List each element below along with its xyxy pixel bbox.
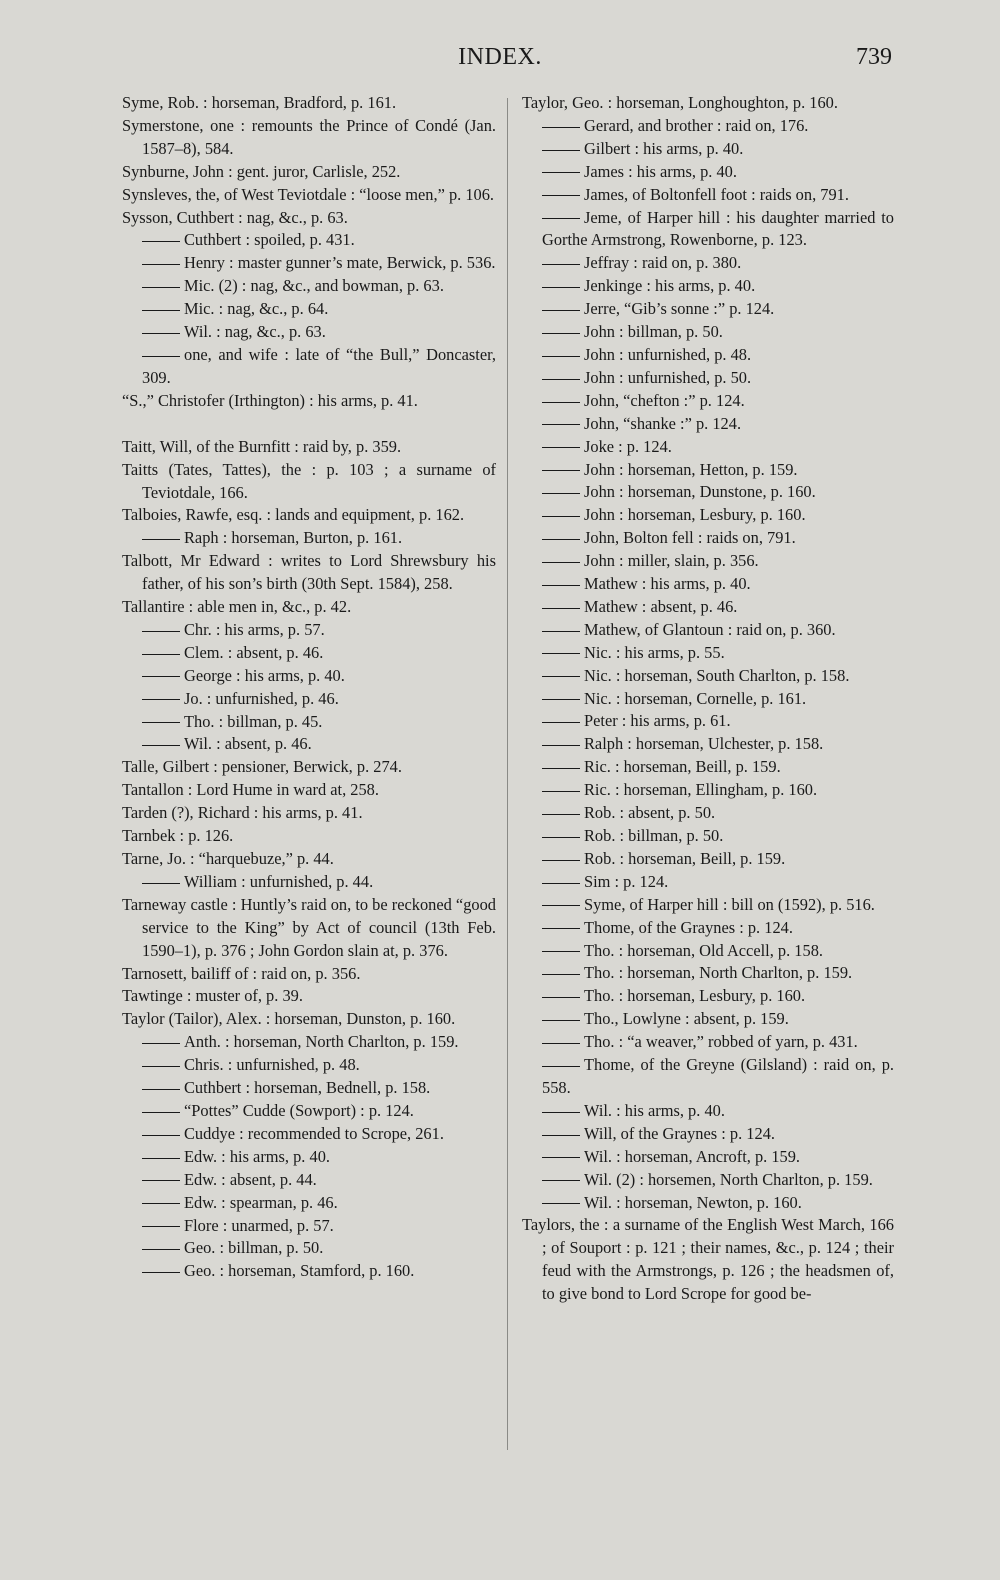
index-entry bbox=[122, 504, 496, 527]
index-column-right bbox=[522, 92, 894, 1306]
repeat-dash bbox=[542, 997, 580, 998]
repeat-dash bbox=[142, 1226, 180, 1227]
repeat-dash bbox=[142, 1272, 180, 1273]
index-subentry bbox=[122, 688, 496, 711]
entry-text: Syme, Rob. : horseman, Bradford, p. 161. bbox=[122, 93, 397, 112]
repeat-dash bbox=[142, 1112, 180, 1113]
entry-text: Cuddye : recommended to Scrope, 261. bbox=[184, 1123, 444, 1143]
entry-text: John : billman, p. 50. bbox=[584, 322, 723, 342]
entry-text: Anth. : horseman, North Charlton, p. 159. bbox=[184, 1032, 459, 1052]
repeat-dash bbox=[542, 1135, 580, 1136]
entry-text: John : horseman, Lesbury, p. 160. bbox=[584, 505, 806, 525]
entry-text: Nic. : horseman, Cornelle, p. 161. bbox=[584, 688, 807, 708]
entry-text: Jenkinge : his arms, p. 40. bbox=[584, 276, 756, 296]
entry-text: Jo. : unfurnished, p. 46. bbox=[184, 688, 339, 708]
index-subentry bbox=[522, 1169, 894, 1192]
index-subentry bbox=[522, 390, 894, 413]
entry-text: John : unfurnished, p. 48. bbox=[584, 344, 752, 364]
index-subentry bbox=[522, 596, 894, 619]
index-subentry bbox=[522, 1123, 894, 1146]
index-subentry bbox=[522, 321, 894, 344]
index-subentry bbox=[522, 802, 894, 825]
entry-text: Syme, of Harper hill : bill on (1592), p. 516. bbox=[584, 894, 875, 914]
entry-text: John, “shanke :” p. 124. bbox=[584, 413, 742, 433]
entry-text: Cuthbert : spoiled, p. 431. bbox=[184, 230, 355, 250]
index-column-left bbox=[122, 92, 496, 1283]
entry-text: Geo. : billman, p. 50. bbox=[184, 1238, 324, 1258]
entry-text: Nic. : his arms, p. 55. bbox=[584, 642, 725, 662]
entry-text: James, of Boltonfell foot : raids on, 791. bbox=[584, 184, 849, 204]
entry-text: John : horseman, Hetton, p. 159. bbox=[584, 459, 798, 479]
repeat-dash bbox=[542, 631, 580, 632]
index-subentry bbox=[122, 642, 496, 665]
entry-text: John : horseman, Dunstone, p. 160. bbox=[584, 482, 816, 502]
index-subentry bbox=[522, 894, 894, 917]
index-subentry bbox=[522, 459, 894, 482]
entry-text: Mathew : his arms, p. 40. bbox=[584, 574, 751, 594]
entry-text: Tarneway castle : Huntly’s raid on, to be reckoned “good service to the King” by Act of council (13th Feb. 1590–1), p. 376 ; John Gordon slain at, p. 376. bbox=[122, 894, 496, 960]
entry-text: Rob. : absent, p. 50. bbox=[584, 803, 716, 823]
repeat-dash bbox=[142, 631, 180, 632]
repeat-dash bbox=[542, 814, 580, 815]
repeat-dash bbox=[142, 264, 180, 265]
index-subentry bbox=[522, 413, 894, 436]
index-subentry bbox=[122, 321, 496, 344]
index-subentry bbox=[122, 1100, 496, 1123]
repeat-dash bbox=[542, 905, 580, 906]
entry-text: Sim : p. 124. bbox=[584, 871, 669, 891]
entry-text: “S.,” Christofer (Irthington) : his arms, p. 41. bbox=[122, 390, 418, 410]
index-subentry bbox=[122, 733, 496, 756]
index-subentry bbox=[522, 665, 894, 688]
entry-text: Tallantire : able men in, &c., p. 42. bbox=[122, 597, 352, 617]
index-subentry bbox=[522, 985, 894, 1008]
entry-text: Chr. : his arms, p. 57. bbox=[184, 619, 325, 639]
index-subentry bbox=[522, 275, 894, 298]
index-entry bbox=[122, 848, 496, 871]
index-subentry bbox=[522, 688, 894, 711]
repeat-dash bbox=[542, 860, 580, 861]
repeat-dash bbox=[142, 1043, 180, 1044]
entry-text: Wil. : absent, p. 46. bbox=[184, 734, 312, 754]
entry-text: Ric. : horseman, Beill, p. 159. bbox=[584, 757, 781, 777]
index-subentry bbox=[122, 1237, 496, 1260]
index-subentry bbox=[522, 138, 894, 161]
entry-text: Clem. : absent, p. 46. bbox=[184, 642, 324, 662]
index-entry bbox=[122, 756, 496, 779]
index-subentry bbox=[522, 481, 894, 504]
index-subentry bbox=[122, 1146, 496, 1169]
entry-text: Cuthbert : horseman, Bednell, p. 158. bbox=[184, 1078, 431, 1098]
entry-text: Ralph : horseman, Ulchester, p. 158. bbox=[584, 734, 824, 754]
index-entry bbox=[122, 550, 496, 596]
repeat-dash bbox=[542, 195, 580, 196]
index-subentry bbox=[122, 527, 496, 550]
index-entry bbox=[122, 825, 496, 848]
entry-text: Talboies, Rawfe, esq. : lands and equipment, p. 162. bbox=[122, 505, 465, 525]
index-entry bbox=[122, 390, 496, 413]
index-entry bbox=[122, 436, 496, 459]
entry-text: Taylor, Geo. : horseman, Longhoughton, p. 160. bbox=[522, 93, 838, 112]
index-subentry bbox=[122, 1192, 496, 1215]
index-subentry bbox=[522, 550, 894, 573]
entry-text: John : unfurnished, p. 50. bbox=[584, 367, 752, 387]
repeat-dash bbox=[542, 1157, 580, 1158]
entry-text: one, and wife : late of “the Bull,” Doncaster, 309. bbox=[142, 344, 496, 387]
index-subentry bbox=[522, 1192, 894, 1215]
index-entry bbox=[122, 184, 496, 207]
entry-text: Tarnosett, bailiff of : raid on, p. 356. bbox=[122, 963, 361, 983]
repeat-dash bbox=[542, 493, 580, 494]
entry-text: Gilbert : his arms, p. 40. bbox=[584, 138, 744, 158]
repeat-dash bbox=[542, 1020, 580, 1021]
entry-text: Ric. : horseman, Ellingham, p. 160. bbox=[584, 780, 818, 800]
entry-text: Raph : horseman, Burton, p. 161. bbox=[184, 528, 403, 548]
repeat-dash bbox=[542, 653, 580, 654]
entry-text: Synburne, John : gent. juror, Carlisle, 252. bbox=[122, 161, 401, 181]
entry-text: Tarden (?), Richard : his arms, p. 41. bbox=[122, 803, 363, 823]
index-entry bbox=[122, 596, 496, 619]
entry-text: Jerre, “Gib’s sonne :” p. 124. bbox=[584, 299, 775, 319]
repeat-dash bbox=[542, 608, 580, 609]
repeat-dash bbox=[542, 287, 580, 288]
repeat-dash bbox=[542, 837, 580, 838]
entry-text: Will, of the Graynes : p. 124. bbox=[584, 1123, 775, 1143]
entry-text: Taitts (Tates, Tattes), the : p. 103 ; a surname of Teviotdale, 166. bbox=[122, 459, 496, 502]
entry-text: Wil. : his arms, p. 40. bbox=[584, 1100, 725, 1120]
repeat-dash bbox=[542, 172, 580, 173]
index-entry bbox=[122, 115, 496, 161]
index-subentry bbox=[522, 161, 894, 184]
index-subentry bbox=[122, 1054, 496, 1077]
entry-text: Peter : his arms, p. 61. bbox=[584, 711, 731, 731]
entry-text: Edw. : spearman, p. 46. bbox=[184, 1192, 338, 1212]
repeat-dash bbox=[142, 883, 180, 884]
entry-text: Wil. (2) : horsemen, North Charlton, p. 159. bbox=[584, 1169, 873, 1189]
entry-text: Tawtinge : muster of, p. 39. bbox=[122, 986, 303, 1006]
repeat-dash bbox=[142, 699, 180, 700]
repeat-dash bbox=[542, 310, 580, 311]
index-subentry bbox=[522, 962, 894, 985]
repeat-dash bbox=[142, 1158, 180, 1159]
entry-text: John : miller, slain, p. 356. bbox=[584, 551, 759, 571]
repeat-dash bbox=[542, 539, 580, 540]
repeat-dash bbox=[142, 241, 180, 242]
entry-text: Tarne, Jo. : “harquebuze,” p. 44. bbox=[122, 849, 334, 868]
index-entry bbox=[122, 802, 496, 825]
entry-text: Tho., Lowlyne : absent, p. 159. bbox=[584, 1009, 789, 1029]
repeat-dash bbox=[542, 424, 580, 425]
index-subentry bbox=[522, 367, 894, 390]
repeat-dash bbox=[142, 1135, 180, 1136]
repeat-dash bbox=[542, 699, 580, 700]
column-divider bbox=[507, 98, 508, 1450]
repeat-dash bbox=[542, 745, 580, 746]
entry-text: Taitt, Will, of the Burnfitt : raid by, p. 359. bbox=[122, 436, 402, 456]
repeat-dash bbox=[542, 127, 580, 128]
repeat-dash bbox=[542, 1043, 580, 1044]
index-subentry bbox=[522, 642, 894, 665]
entry-text: Mathew, of Glantoun : raid on, p. 360. bbox=[584, 619, 836, 639]
repeat-dash bbox=[542, 951, 580, 952]
entry-text: John, “chefton :” p. 124. bbox=[584, 390, 745, 410]
repeat-dash bbox=[142, 1180, 180, 1181]
index-subentry bbox=[522, 184, 894, 207]
index-subentry bbox=[122, 1031, 496, 1054]
entry-text: Wil. : horseman, Ancroft, p. 159. bbox=[584, 1146, 801, 1166]
entry-text: Tho. : horseman, Lesbury, p. 160. bbox=[584, 986, 806, 1006]
entry-text: Geo. : horseman, Stamford, p. 160. bbox=[184, 1261, 415, 1281]
repeat-dash bbox=[542, 676, 580, 677]
repeat-dash bbox=[142, 539, 180, 540]
repeat-dash bbox=[142, 745, 180, 746]
entry-text: Tarnbek : p. 126. bbox=[122, 826, 234, 846]
repeat-dash bbox=[542, 516, 580, 517]
entry-text: Talbott, Mr Edward : writes to Lord Shrewsbury his father, of his son’s birth (30th Sept. 1584), 258. bbox=[122, 551, 496, 594]
index-subentry bbox=[122, 1123, 496, 1146]
section-gap bbox=[122, 413, 496, 436]
index-subentry bbox=[122, 298, 496, 321]
entry-text: Thome, of the Greyne (Gilsland) : raid on, p. 558. bbox=[542, 1055, 894, 1097]
index-subentry bbox=[122, 1215, 496, 1238]
repeat-dash bbox=[142, 1203, 180, 1204]
repeat-dash bbox=[142, 287, 180, 288]
index-entry bbox=[122, 779, 496, 802]
repeat-dash bbox=[542, 1066, 580, 1067]
index-entry bbox=[122, 92, 496, 115]
repeat-dash bbox=[142, 1249, 180, 1250]
entry-text: Tho. : horseman, North Charlton, p. 159. bbox=[584, 963, 853, 983]
repeat-dash bbox=[542, 974, 580, 975]
index-subentry bbox=[522, 1146, 894, 1169]
index-subentry bbox=[122, 1169, 496, 1192]
index-subentry bbox=[522, 940, 894, 963]
repeat-dash bbox=[542, 218, 580, 219]
entry-text: Mic. : nag, &c., p. 64. bbox=[184, 299, 329, 319]
repeat-dash bbox=[542, 470, 580, 471]
index-subentry bbox=[522, 573, 894, 596]
page-title: INDEX. bbox=[458, 44, 542, 70]
entry-text: Sysson, Cuthbert : nag, &c., p. 63. bbox=[122, 207, 348, 227]
index-subentry bbox=[522, 252, 894, 275]
repeat-dash bbox=[142, 333, 180, 334]
repeat-dash bbox=[542, 333, 580, 334]
entry-text: Edw. : his arms, p. 40. bbox=[184, 1146, 330, 1166]
index-subentry bbox=[522, 115, 894, 138]
repeat-dash bbox=[542, 928, 580, 929]
index-entry bbox=[122, 894, 496, 963]
index-subentry bbox=[522, 207, 894, 253]
entry-text: Flore : unarmed, p. 57. bbox=[184, 1215, 334, 1235]
index-subentry bbox=[522, 779, 894, 802]
entry-text: John, Bolton fell : raids on, 791. bbox=[584, 528, 796, 548]
entry-text: Taylor (Tailor), Alex. : horseman, Dunston, p. 160. bbox=[122, 1009, 456, 1029]
repeat-dash bbox=[542, 722, 580, 723]
index-subentry bbox=[522, 917, 894, 940]
index-subentry bbox=[522, 1054, 894, 1100]
index-subentry bbox=[522, 756, 894, 779]
entry-text: George : his arms, p. 40. bbox=[184, 665, 345, 685]
index-entry bbox=[122, 1008, 496, 1031]
entry-text: Chris. : unfurnished, p. 48. bbox=[184, 1055, 360, 1075]
entry-text: Tantallon : Lord Hume in ward at, 258. bbox=[122, 780, 379, 800]
repeat-dash bbox=[142, 1089, 180, 1090]
page-number: 739 bbox=[856, 44, 892, 70]
index-subentry bbox=[522, 848, 894, 871]
repeat-dash bbox=[542, 883, 580, 884]
repeat-dash bbox=[542, 1203, 580, 1204]
entry-text: Mic. (2) : nag, &c., and bowman, p. 63. bbox=[184, 276, 444, 296]
repeat-dash bbox=[542, 562, 580, 563]
index-subentry bbox=[122, 344, 496, 390]
index-subentry bbox=[522, 1008, 894, 1031]
entry-text: Nic. : horseman, South Charlton, p. 158. bbox=[584, 665, 850, 685]
entry-text: Mathew : absent, p. 46. bbox=[584, 596, 738, 616]
entry-text: Jeme, of Harper hill : his daughter married to Gorthe Armstrong, Rowenborne, p. 123. bbox=[542, 207, 894, 250]
index-subentry bbox=[122, 665, 496, 688]
entry-text: Rob. : horseman, Beill, p. 159. bbox=[584, 848, 786, 868]
index-subentry bbox=[122, 229, 496, 252]
index-entry bbox=[122, 963, 496, 986]
repeat-dash bbox=[542, 768, 580, 769]
index-entry bbox=[122, 459, 496, 505]
entry-text: Wil. : nag, &c., p. 63. bbox=[184, 322, 326, 342]
index-subentry bbox=[522, 710, 894, 733]
index-entry bbox=[122, 985, 496, 1008]
index-subentry bbox=[522, 527, 894, 550]
repeat-dash bbox=[142, 310, 180, 311]
index-subentry bbox=[522, 436, 894, 459]
index-subentry bbox=[122, 619, 496, 642]
index-entry bbox=[122, 207, 496, 230]
repeat-dash bbox=[542, 402, 580, 403]
entry-text: Rob. : billman, p. 50. bbox=[584, 826, 724, 845]
index-entry bbox=[122, 161, 496, 184]
repeat-dash bbox=[542, 447, 580, 448]
entry-text: Gerard, and brother : raid on, 176. bbox=[584, 115, 809, 135]
index-subentry bbox=[122, 252, 496, 275]
index-subentry bbox=[522, 344, 894, 367]
index-entry bbox=[522, 1214, 894, 1306]
entry-text: Synsleves, the, of West Teviotdale : “loose men,” p. 106. bbox=[122, 184, 495, 204]
repeat-dash bbox=[142, 1066, 180, 1067]
index-subentry bbox=[522, 1031, 894, 1054]
page-header bbox=[0, 44, 1000, 80]
index-subentry bbox=[522, 871, 894, 894]
repeat-dash bbox=[542, 356, 580, 357]
repeat-dash bbox=[542, 791, 580, 792]
repeat-dash bbox=[542, 264, 580, 265]
index-subentry bbox=[522, 825, 894, 848]
entry-text: “Pottes” Cudde (Sowport) : p. 124. bbox=[184, 1100, 414, 1120]
entry-text: Henry : master gunner’s mate, Berwick, p. 536. bbox=[184, 253, 496, 273]
repeat-dash bbox=[142, 722, 180, 723]
entry-text: Tho. : “a weaver,” robbed of yarn, p. 431. bbox=[584, 1032, 858, 1052]
index-subentry bbox=[122, 711, 496, 734]
entry-text: Jeffray : raid on, p. 380. bbox=[584, 253, 742, 273]
index-subentry bbox=[122, 1260, 496, 1283]
entry-text: Wil. : horseman, Newton, p. 160. bbox=[584, 1192, 802, 1212]
index-subentry bbox=[122, 1077, 496, 1100]
index-subentry bbox=[522, 298, 894, 321]
repeat-dash bbox=[142, 356, 180, 357]
repeat-dash bbox=[142, 654, 180, 655]
repeat-dash bbox=[542, 150, 580, 151]
entry-text: Tho. : billman, p. 45. bbox=[184, 711, 323, 731]
index-subentry bbox=[522, 504, 894, 527]
repeat-dash bbox=[542, 379, 580, 380]
entry-text: Taylors, the : a surname of the English West March, 166 ; of Souport : p. 121 ; their names, &c., p. 124 ; their feud with the Armstrongs, p. 126 ; the headsmen of, to give bond to Lord Scrope for good be- bbox=[522, 1215, 894, 1304]
index-subentry bbox=[122, 871, 496, 894]
entry-text: Symerstone, one : remounts the Prince of Condé (Jan. 1587–8), 584. bbox=[122, 115, 496, 158]
index-entry bbox=[522, 92, 894, 115]
entry-text: Joke : p. 124. bbox=[584, 436, 672, 456]
index-subentry bbox=[522, 1100, 894, 1123]
repeat-dash bbox=[142, 676, 180, 677]
repeat-dash bbox=[542, 1112, 580, 1113]
entry-text: Thome, of the Graynes : p. 124. bbox=[584, 917, 793, 937]
entry-text: Edw. : absent, p. 44. bbox=[184, 1169, 317, 1189]
index-subentry bbox=[522, 733, 894, 756]
entry-text: William : unfurnished, p. 44. bbox=[184, 871, 374, 891]
repeat-dash bbox=[542, 1180, 580, 1181]
entry-text: James : his arms, p. 40. bbox=[584, 161, 737, 181]
repeat-dash bbox=[542, 585, 580, 586]
index-subentry bbox=[122, 275, 496, 298]
index-subentry bbox=[522, 619, 894, 642]
entry-text: Talle, Gilbert : pensioner, Berwick, p. 274. bbox=[122, 757, 402, 777]
entry-text: Tho. : horseman, Old Accell, p. 158. bbox=[584, 940, 823, 960]
